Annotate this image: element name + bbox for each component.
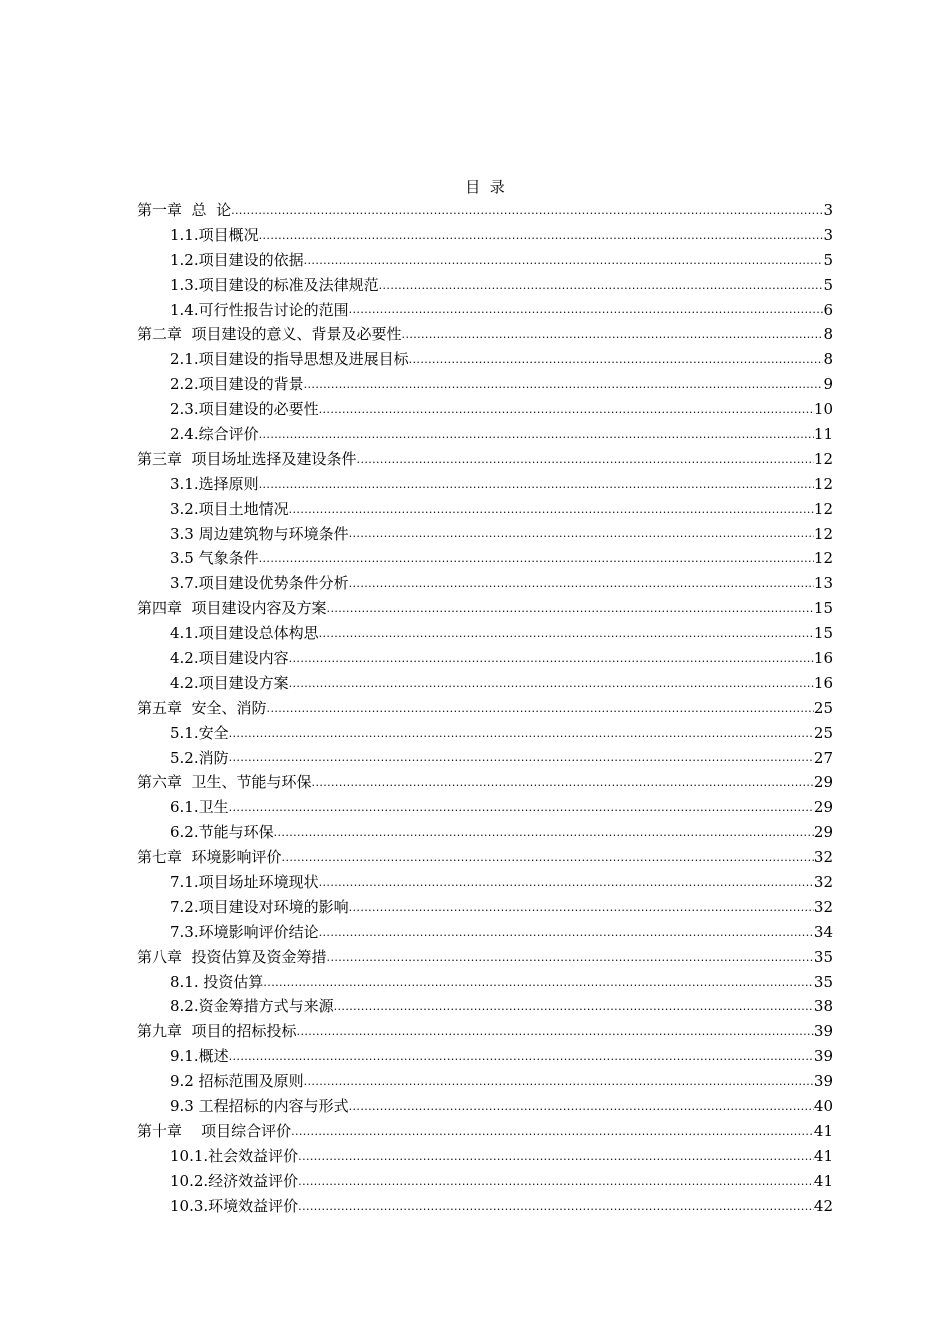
toc-title: 目 录 bbox=[465, 178, 505, 196]
toc-section-entry[interactable] bbox=[137, 298, 833, 323]
toc-entry-label: 第九章 项目的招标投标 bbox=[137, 1022, 297, 1041]
toc-section-entry[interactable] bbox=[137, 820, 833, 845]
toc-page-number: 3 bbox=[823, 200, 833, 219]
toc-entry-label: 5.1.安全 bbox=[170, 723, 229, 742]
toc-page-number: 6 bbox=[823, 300, 833, 319]
toc-dot-leader bbox=[327, 948, 814, 968]
toc-dot-leader bbox=[231, 201, 823, 221]
toc-entry-label: 7.3.环境影响评价结论 bbox=[170, 922, 319, 941]
toc-page-number: 39 bbox=[813, 1047, 833, 1066]
toc-entry-label: 10.3.环境效益评价 bbox=[170, 1196, 299, 1215]
toc-dot-leader bbox=[259, 226, 824, 246]
toc-dot-leader bbox=[334, 997, 814, 1017]
toc-entry-label: 8.1. 投资估算 bbox=[170, 972, 264, 991]
toc-section-entry[interactable] bbox=[137, 248, 833, 273]
toc-page-number: 40 bbox=[813, 1097, 833, 1116]
toc-entry-label: 1.4.可行性报告讨论的范围 bbox=[170, 300, 349, 319]
toc-page-number: 5 bbox=[823, 250, 833, 269]
toc-entry-label: 2.3.项目建设的必要性 bbox=[170, 400, 319, 419]
toc-dot-leader bbox=[312, 773, 814, 793]
toc-page-number: 35 bbox=[813, 947, 833, 966]
table-of-contents bbox=[137, 198, 833, 1219]
toc-page-number: 29 bbox=[813, 773, 833, 792]
toc-chapter-entry[interactable] bbox=[137, 1019, 833, 1044]
toc-page-number: 41 bbox=[813, 1121, 833, 1140]
toc-section-entry[interactable] bbox=[137, 372, 833, 397]
toc-dot-leader bbox=[259, 549, 814, 569]
toc-chapter-entry[interactable] bbox=[137, 322, 833, 347]
toc-page-number: 15 bbox=[813, 599, 833, 618]
toc-dot-leader bbox=[298, 1147, 814, 1167]
toc-page-number: 12 bbox=[813, 524, 833, 543]
toc-page-number: 32 bbox=[813, 897, 833, 916]
toc-entry-label: 9.1.概述 bbox=[170, 1047, 229, 1066]
toc-chapter-entry[interactable] bbox=[137, 770, 833, 795]
toc-page-number: 5 bbox=[823, 275, 833, 294]
toc-page-number: 13 bbox=[813, 574, 833, 593]
toc-entry-label: 3.5 气象条件 bbox=[170, 549, 259, 568]
toc-section-entry[interactable] bbox=[137, 571, 833, 596]
toc-entry-label: 第一章 总 论 bbox=[137, 200, 232, 219]
toc-entry-label: 第六章 卫生、节能与环保 bbox=[137, 773, 312, 792]
toc-section-entry[interactable] bbox=[137, 920, 833, 945]
toc-entry-label: 6.2.节能与环保 bbox=[170, 823, 274, 842]
toc-section-entry[interactable] bbox=[137, 671, 833, 696]
toc-page-number: 16 bbox=[813, 673, 833, 692]
toc-section-entry[interactable] bbox=[137, 870, 833, 895]
toc-page-number: 9 bbox=[823, 375, 833, 394]
toc-page-number: 34 bbox=[813, 922, 833, 941]
toc-dot-leader bbox=[263, 973, 814, 993]
toc-chapter-entry[interactable] bbox=[137, 198, 833, 223]
toc-section-entry[interactable] bbox=[137, 1094, 833, 1119]
toc-entry-label: 第八章 投资估算及资金筹措 bbox=[137, 947, 327, 966]
toc-dot-leader bbox=[289, 500, 814, 520]
toc-dot-leader bbox=[409, 350, 824, 370]
toc-dot-leader bbox=[319, 624, 814, 644]
toc-section-entry[interactable] bbox=[137, 472, 833, 497]
toc-page-number: 29 bbox=[813, 823, 833, 842]
toc-dot-leader bbox=[304, 251, 824, 271]
toc-dot-leader bbox=[291, 1122, 814, 1142]
toc-chapter-entry[interactable] bbox=[137, 596, 833, 621]
toc-section-entry[interactable] bbox=[137, 746, 833, 771]
toc-section-entry[interactable] bbox=[137, 397, 833, 422]
toc-section-entry[interactable] bbox=[137, 273, 833, 298]
toc-section-entry[interactable] bbox=[137, 1144, 833, 1169]
toc-entry-label: 4.2.项目建设内容 bbox=[170, 649, 289, 668]
toc-page-number: 25 bbox=[813, 698, 833, 717]
toc-chapter-entry[interactable] bbox=[137, 845, 833, 870]
toc-page-number: 32 bbox=[813, 873, 833, 892]
toc-section-entry[interactable] bbox=[137, 1044, 833, 1069]
toc-section-entry[interactable] bbox=[137, 795, 833, 820]
toc-entry-label: 2.1.项目建设的指导思想及进展目标 bbox=[170, 350, 409, 369]
toc-entry-label: 7.1.项目场址环境现状 bbox=[170, 873, 319, 892]
toc-dot-leader bbox=[327, 599, 814, 619]
toc-page-number: 3 bbox=[823, 225, 833, 244]
toc-entry-label: 4.2.项目建设方案 bbox=[170, 673, 289, 692]
toc-dot-leader bbox=[349, 524, 814, 544]
toc-page-number: 39 bbox=[813, 1072, 833, 1091]
toc-chapter-entry[interactable] bbox=[137, 945, 833, 970]
toc-page-number: 32 bbox=[813, 848, 833, 867]
toc-page-number: 42 bbox=[813, 1196, 833, 1215]
toc-entry-label: 3.3 周边建筑物与环境条件 bbox=[170, 524, 349, 543]
toc-dot-leader bbox=[319, 923, 814, 943]
toc-dot-leader bbox=[259, 475, 814, 495]
toc-section-entry[interactable] bbox=[137, 1194, 833, 1219]
toc-dot-leader bbox=[229, 798, 814, 818]
toc-entry-label: 10.2.经济效益评价 bbox=[170, 1171, 299, 1190]
toc-page-number: 41 bbox=[813, 1146, 833, 1165]
toc-dot-leader bbox=[259, 425, 814, 445]
toc-dot-leader bbox=[357, 450, 814, 470]
toc-chapter-entry[interactable] bbox=[137, 447, 833, 472]
toc-section-entry[interactable] bbox=[137, 422, 833, 447]
toc-section-entry[interactable] bbox=[137, 522, 833, 547]
toc-page-number: 39 bbox=[813, 1022, 833, 1041]
toc-page-number: 35 bbox=[813, 972, 833, 991]
toc-entry-label: 8.2.资金筹措方式与来源 bbox=[170, 997, 334, 1016]
toc-chapter-entry[interactable] bbox=[137, 1119, 833, 1144]
toc-page-number: 27 bbox=[813, 748, 833, 767]
toc-entry-label: 3.2.项目土地情况 bbox=[170, 499, 289, 518]
toc-page-number: 12 bbox=[813, 474, 833, 493]
toc-section-entry[interactable] bbox=[137, 546, 833, 571]
toc-dot-leader bbox=[304, 1072, 814, 1092]
toc-section-entry[interactable] bbox=[137, 995, 833, 1020]
toc-page-number: 12 bbox=[813, 449, 833, 468]
toc-dot-leader bbox=[402, 325, 824, 345]
toc-entry-label: 9.3 工程招标的内容与形式 bbox=[170, 1097, 349, 1116]
toc-entry-label: 第五章 安全、消防 bbox=[137, 698, 267, 717]
toc-page-number: 8 bbox=[823, 350, 833, 369]
toc-dot-leader bbox=[379, 276, 824, 296]
toc-section-entry[interactable] bbox=[137, 1169, 833, 1194]
toc-section-entry[interactable] bbox=[137, 970, 833, 995]
toc-entry-label: 2.2.项目建设的背景 bbox=[170, 375, 304, 394]
toc-dot-leader bbox=[229, 1047, 814, 1067]
toc-section-entry[interactable] bbox=[137, 721, 833, 746]
toc-entry-label: 1.3.项目建设的标准及法律规范 bbox=[170, 275, 379, 294]
toc-dot-leader bbox=[289, 674, 814, 694]
toc-page-number: 41 bbox=[813, 1171, 833, 1190]
toc-page-number: 10 bbox=[813, 400, 833, 419]
toc-entry-label: 10.1.社会效益评价 bbox=[170, 1146, 299, 1165]
toc-page-number: 16 bbox=[813, 649, 833, 668]
toc-dot-leader bbox=[229, 748, 814, 768]
toc-section-entry[interactable] bbox=[137, 646, 833, 671]
toc-entry-label: 3.1.选择原则 bbox=[170, 474, 259, 493]
toc-page-number: 12 bbox=[813, 499, 833, 518]
toc-page-number: 11 bbox=[813, 425, 833, 443]
toc-page-number: 38 bbox=[813, 997, 833, 1016]
toc-section-entry[interactable] bbox=[137, 223, 833, 248]
toc-section-entry[interactable] bbox=[137, 621, 833, 646]
toc-section-entry[interactable] bbox=[137, 497, 833, 522]
toc-dot-leader bbox=[319, 873, 814, 893]
toc-dot-leader bbox=[349, 300, 824, 320]
toc-entry-label: 第三章 项目场址选择及建设条件 bbox=[137, 449, 357, 468]
toc-dot-leader bbox=[304, 375, 824, 395]
toc-page-number: 25 bbox=[813, 723, 833, 742]
toc-page-number: 12 bbox=[813, 549, 833, 568]
toc-dot-leader bbox=[319, 400, 814, 420]
toc-dot-leader bbox=[349, 574, 814, 594]
toc-section-entry[interactable] bbox=[137, 1069, 833, 1094]
toc-entry-label: 2.4.综合评价 bbox=[170, 425, 259, 443]
toc-entry-label: 第七章 环境影响评价 bbox=[137, 848, 282, 867]
toc-entry-label: 7.2.项目建设对环境的影响 bbox=[170, 897, 349, 916]
toc-dot-leader bbox=[298, 1197, 814, 1217]
toc-dot-leader bbox=[298, 1172, 814, 1192]
toc-entry-label: 1.1.项目概况 bbox=[170, 225, 259, 244]
toc-dot-leader bbox=[349, 1097, 814, 1117]
toc-dot-leader bbox=[274, 823, 814, 843]
toc-entry-label: 5.2.消防 bbox=[170, 748, 229, 767]
toc-entry-label: 第四章 项目建设内容及方案 bbox=[137, 599, 327, 618]
toc-entry-label: 4.1.项目建设总体构思 bbox=[170, 624, 319, 643]
toc-dot-leader bbox=[349, 898, 814, 918]
toc-entry-label: 第十章 项目综合评价 bbox=[137, 1121, 292, 1140]
toc-page-number: 29 bbox=[813, 798, 833, 817]
toc-dot-leader bbox=[289, 649, 814, 669]
toc-entry-label: 第二章 项目建设的意义、背景及必要性 bbox=[137, 325, 402, 344]
toc-entry-label: 1.2.项目建设的依据 bbox=[170, 250, 304, 269]
toc-section-entry[interactable] bbox=[137, 895, 833, 920]
toc-dot-leader bbox=[282, 848, 814, 868]
toc-dot-leader bbox=[297, 1022, 814, 1042]
toc-section-entry[interactable] bbox=[137, 347, 833, 372]
toc-entry-label: 9.2 招标范围及原则 bbox=[170, 1072, 304, 1091]
toc-page-number: 15 bbox=[813, 624, 833, 643]
toc-entry-label: 6.1.卫生 bbox=[170, 798, 229, 817]
toc-page-number: 8 bbox=[823, 325, 833, 344]
toc-dot-leader bbox=[229, 724, 814, 744]
toc-dot-leader bbox=[267, 699, 814, 719]
toc-entry-label: 3.7.项目建设优势条件分析 bbox=[170, 574, 349, 593]
toc-chapter-entry[interactable] bbox=[137, 696, 833, 721]
